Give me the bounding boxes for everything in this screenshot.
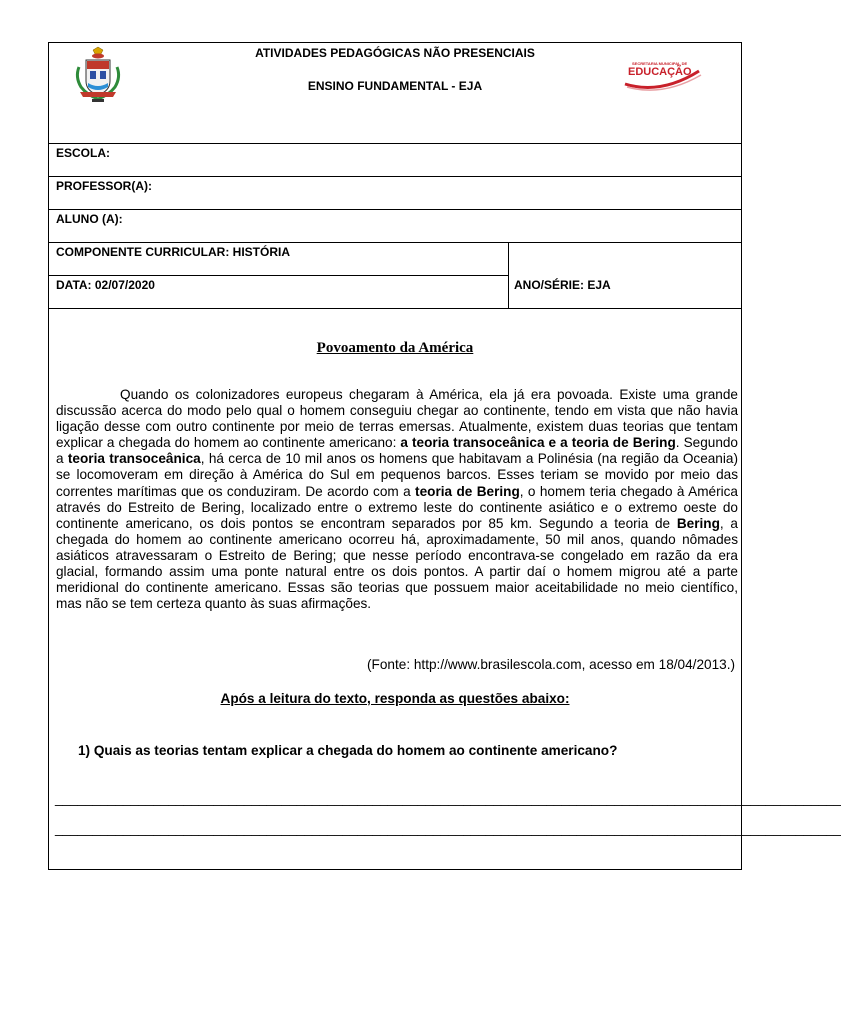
education-secretariat-logo (619, 57, 703, 93)
source-citation: (Fonte: http://www.brasilescola.com, acesso em 18/04/2013.) (367, 657, 735, 672)
student-field-label: ALUNO (A): (56, 212, 123, 226)
grade-field-label: ANO/SÉRIE: EJA (514, 278, 611, 292)
date-field-label: DATA: 02/07/2020 (56, 278, 155, 292)
logo-small-text: SECRETARIA MUNICIPAL DE (632, 61, 688, 66)
answer-line-1[interactable]: ________________________________________________________________________________________________________ (55, 791, 841, 806)
subject-field-label: COMPONENTE CURRICULAR: HISTÓRIA (56, 245, 290, 259)
header-line-1: ATIVIDADES PEDAGÓGICAS NÃO PRESENCIAIS (255, 46, 535, 60)
header-line-2: ENSINO FUNDAMENTAL - EJA (307, 79, 483, 93)
text-title: Povoamento da América (316, 340, 474, 356)
school-field-label: ESCOLA: (56, 146, 110, 160)
question-1: 1) Quais as teorias tentam explicar a chegada do homem ao continente americano? (78, 743, 618, 758)
teacher-field-label: PROFESSOR(A): (56, 179, 152, 193)
answer-line-2[interactable]: ________________________________________________________________________________________________________ (55, 821, 841, 836)
logo-big-text: EDUCAÇÃO (628, 66, 692, 78)
reading-text: Quando os colonizadores europeus chegaram à América, ela já era povoada. Existe uma grande discussão acerca do modo pelo qual o homem conseguiu chegar ao continente, tendo em vista que não havia ligação desse com outro continente por meio de terras emersas. Atualmente, existem duas teorias que tentam explicar a chegada do homem ao continente americano: a teoria transoceânica e a teoria de Bering. Segundo a teoria transoceânica, há cerca de 10 mil anos os homens que habitavam a Polinésia (na região da Oceania) se locomoveram em direção à América do Sul em pequenos barcos. Esses teriam se movido por meio das correntes marítimas que os conduziram. De acordo com a teoria de Bering, o homem teria chegado à América através do Estreito de Bering, localizado entre o extremo leste do continente asiático e o extremo oeste do continente americano, os dois pontos se encontram separados por 85 km. Segundo a teoria de Bering, a chegada do homem ao continente americano ocorreu há, aproximadamente, 50 mil anos, quando nômades asiáticos atravessaram o Estreito de Bering; que nesse período encontrava-se congelado em razão da era glacial, formando assim uma ponte natural entre os dois pontos. A partir daí o homem migrou até a parte meridional do continente americano. Essas são teorias que possuem maior aceitabilidade no meio científico, mas não se tem certeza quanto às suas afirmações. (56, 387, 738, 612)
worksheet (48, 42, 841, 870)
instruction-heading: Após a leitura do texto, responda as questões abaixo: (220, 691, 570, 706)
